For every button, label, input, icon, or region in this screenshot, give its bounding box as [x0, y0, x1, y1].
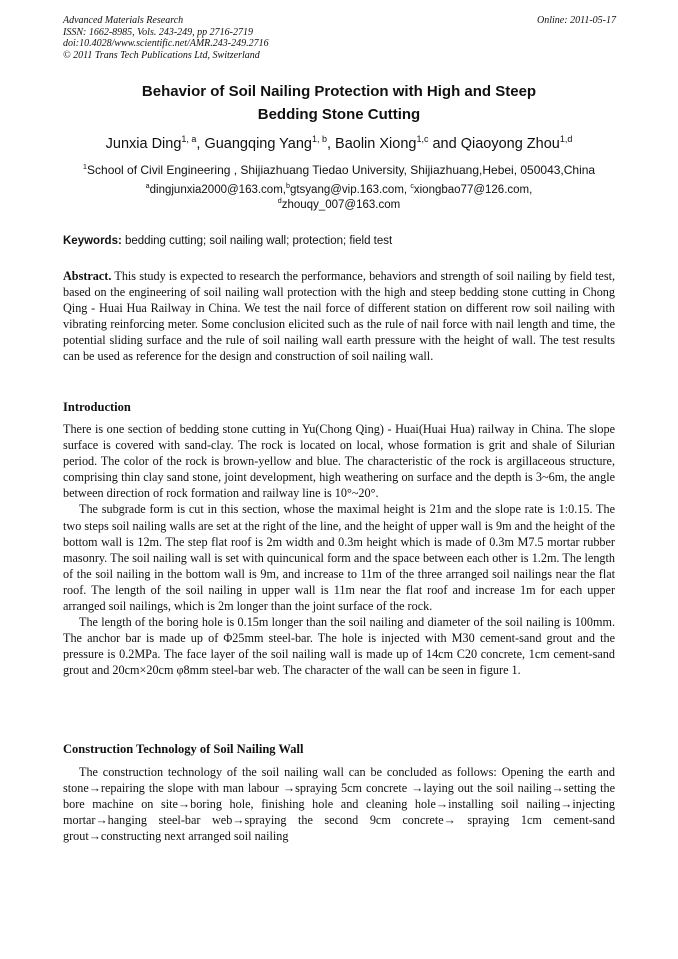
author-name: , Baolin Xiong — [326, 136, 417, 152]
paragraph: The length of the boring hole is 0.15m longer than the soil nailing and diameter of the soil nailing is 100mm. The anchor bar is made up of Φ25mm steel-bar. The hole is injected with M30 cement-sand grout and the pressure is 0.2MPa. The face layer of the soil nailing wall is made up of 14cm C20 concrete, 1cm cement-sand grout and 20cm×20cm φ8mm steel-bar web. The character of the wall can be seen in figure 1. — [63, 615, 615, 678]
paragraph: The subgrade form is cut in this section, whose the maximal height is 21m and the slope rate is 1:0.15. The two steps soil nailing walls are set at the right of the line, and the height of upper wall is 9m and the height of the bottom wall is 12m. The step flat roof is 2m width and 0.3m height which is made of 0.3m M7.5 mortar rubber masonry. The soil nailing wall is set with quincunical form and the space between each other is 1.2m. The length of the soil nailing in the bottom wall is 9m, and increase to 11m of the three arranged soil nailings near the flat roof. The length of the soil nailing in upper wall is 11m near the flat roof and increase 1m for each upper arranged soil nailings, which is 2m longer than the joint surface of the rock. — [63, 502, 615, 614]
section-heading-introduction: Introduction — [63, 400, 131, 414]
introduction-body — [63, 421, 615, 679]
paragraph: The construction technology of the soil nailing wall can be concluded as follows: Opening the earth and stone→repairing the slope with man labour →spraying 5cm concrete →laying out the soil nailing→setting the bore machine on site→boring hole, finishing hole and cleaning hole→installing soil nailing→injecting mortar→hanging steel-bar web→spraying the second 9cm concrete→ spraying 1cm cement-sand grout→constructing next arranged soil nailing — [63, 765, 615, 844]
email-mark: c — [410, 182, 414, 191]
author-affil-mark: 1, a — [181, 134, 197, 145]
paragraph: There is one section of bedding stone cutting in Yu(Chong Qing) - Huai(Huai Hua) railway in China. The slope surface is covered with sand-clay. The rock is located on local, whose formation is grit and shale of Silurian period. The color of the rock is brown-yellow and blue. The characteristic of the rock is argillaceous structure, comprising thin clay sand stone, joint development, high weathering on surface and the depth is 3~6m, the angle between direction of rock formation and railway line is 10°~20°. — [63, 422, 615, 501]
email-mark: b — [285, 182, 290, 191]
author-name: Junxia Ding — [105, 136, 182, 152]
email-mark: d — [277, 197, 282, 206]
author-affil-mark: 1,c — [416, 134, 429, 145]
email-mark: a — [145, 182, 150, 191]
email-address[interactable]: xiongbao77@126.com, — [413, 184, 533, 196]
email-address[interactable]: zhouqy_007@163.com — [281, 199, 401, 211]
email-address[interactable]: dingjunxia2000@163.com, — [149, 184, 286, 196]
section-heading-construction: Construction Technology of Soil Nailing Wall — [63, 742, 304, 756]
journal-header — [63, 15, 616, 61]
title-line-1: Behavior of Soil Nailing Protection with High and Steep — [141, 83, 537, 100]
paper-title — [40, 80, 638, 126]
affiliation-text: School of Civil Engineering , Shijiazhuang Tiedao University, Shijiazhuang,Hebei, 050043,China — [87, 163, 596, 177]
keywords-label: Keywords: — [63, 235, 122, 247]
copyright-line: © 2011 Trans Tech Publications Ltd, Switzerland — [63, 49, 260, 61]
online-date: Online: 2011-05-17 — [537, 15, 616, 26]
abstract — [63, 268, 615, 365]
keywords — [63, 234, 618, 249]
construction-body — [63, 764, 615, 844]
author-list — [30, 134, 648, 154]
email-address[interactable]: gtsyang@vip.163.com, — [289, 184, 411, 196]
keywords-text: bedding cutting; soil nailing wall; protection; field test — [121, 235, 393, 247]
affiliation — [30, 162, 648, 178]
author-affil-mark: 1,d — [559, 134, 573, 145]
email-list — [30, 183, 648, 213]
abstract-label: Abstract. — [63, 269, 112, 283]
abstract-text: This study is expected to research the performance, behaviors and strength of soil nailing by field test, based on the engineering of soil nailing wall protection with the high and steep bedding stone cutting in Chong Qing - Huai Hua Railway in China. We test the nail force of different station on different row soil nailing with vibrating reinforcing meter. Some conclusion elicited such as the rule of nail force with nail length and time, the potential sliding surface and the rule of soil nailing wall earth pressure with the height of wall. The test results can be used as reference for the design and construction of soil nailing wall. — [63, 269, 615, 364]
journal-name: Advanced Materials Research — [63, 15, 184, 26]
doi-line: doi:10.4028/www.scientific.net/AMR.243-249.2716 — [63, 38, 269, 49]
issn-line: ISSN: 1662-8985, Vols. 243-249, pp 2716-2719 — [63, 26, 253, 38]
author-name: , Guangqing Yang — [196, 136, 312, 152]
author-affil-mark: 1, b — [311, 134, 327, 145]
affiliation-mark: 1 — [82, 162, 88, 171]
title-line-2: Bedding Stone Cutting — [257, 106, 421, 123]
author-name: and Qiaoyong Zhou — [428, 136, 560, 152]
